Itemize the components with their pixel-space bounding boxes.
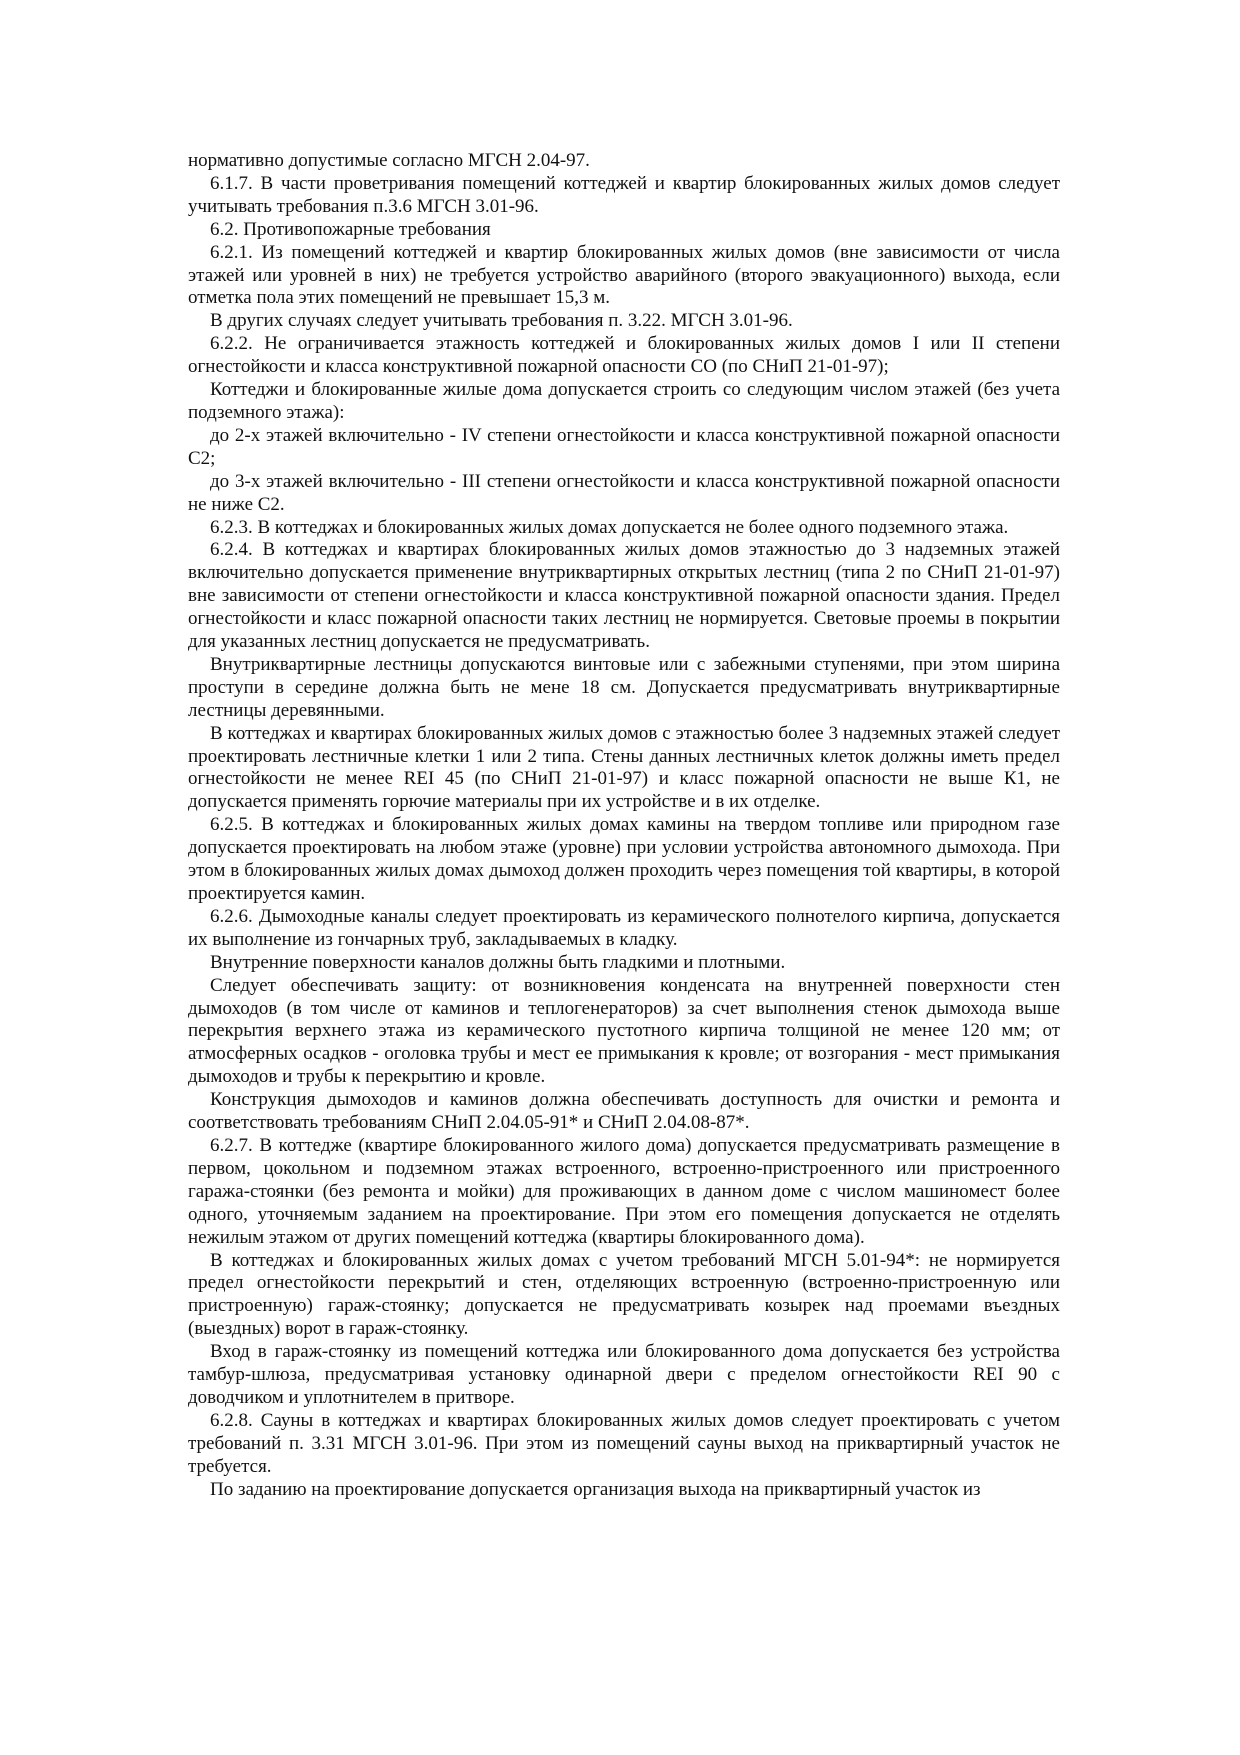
paragraph-6-2-7: 6.2.7. В коттедже (квартире блокированного жилого дома) допускается предусматривать размещение в первом, цокольном и подземном этажах встроенного, встроенно-пристроенного или пристроенного гаража-стоянки (без ремонта и мойки) для проживающих в данном доме с числом машиномест более одного, уточняемым заданием на проектирование. При этом его помещения допускается не отделять нежилым этажом от других помещений коттеджа (квартиры блокированного дома). <box>188 1134 1060 1248</box>
paragraph: Следует обеспечивать защиту: от возникновения конденсата на внутренней поверхности стен дымоходов (в том числе от каминов и теплогенераторов) за счет выполнения стенок дымохода выше перекрытия верхнего этажа из керамического пустотного кирпича толщиной не менее 120 мм; от атмосферных осадков - оголовка трубы и мест ее примыкания к кровле; от возгорания - мест примыкания дымоходов и трубы к перекрытию и кровле. <box>188 974 1060 1088</box>
paragraph: Коттеджи и блокированные жилые дома допускается строить со следующим числом этажей (без учета подземного этажа): <box>188 379 1060 423</box>
paragraph: Вход в гараж-стоянку из помещений коттеджа или блокированного дома допускается без устройства тамбур-шлюза, предусматривая установку одинарной двери с пределом огнестойкости REI 90 с доводчиком и уплотнителем в притворе. <box>188 1341 1060 1408</box>
section-heading-6-2: 6.2. Противопожарные требования <box>210 218 491 240</box>
paragraph: В других случаях следует учитывать требования п. 3.22. МГСН 3.01-96. <box>210 310 793 332</box>
paragraph-6-1-7: 6.1.7. В части проветривания помещений коттеджей и квартир блокированных жилых домов следует учитывать требования п.3.6 МГСН 3.01-96. <box>188 172 1060 217</box>
paragraph: до 2-х этажей включительно - IV степени огнестойкости и класса конструктивной пожарной опасности С2; <box>188 424 1060 469</box>
paragraph: В коттеджах и блокированных жилых домах с учетом требований МГСН 5.01-94*: не нормируется предел огнестойкости перекрытий и стен, отделяющих встроенную (встроенно-пристроенную или пристроенную) гараж-стоянку; допускается не предусматривать козырек над проемами въездных (выездных) ворот в гараж-стоянку. <box>188 1249 1060 1340</box>
paragraph-6-2-4: 6.2.4. В коттеджах и квартирах блокированных жилых домов этажностью до 3 надземных этажей включительно допускается применение внутриквартирных открытых лестниц (типа 2 по СНиП 21-01-97) вне зависимости от степени огнестойкости и класса конструктивной пожарной опасности здания. Предел огнестойкости и класс пожарной опасности таких лестниц не нормируется. Световые проемы в покрытии для указанных лестниц допускается не предусматривать. <box>188 539 1060 653</box>
document-page <box>188 150 1060 1501</box>
paragraph: В коттеджах и квартирах блокированных жилых домов с этажностью более 3 надземных этажей следует проектировать лестничные клетки 1 или 2 типа. Стены данных лестничных клеток должны иметь предел огнестойкости не менее REI 45 (по СНиП 21-01-97) и класс пожарной опасности не выше К1, не допускается применять горючие материалы при их устройстве и в их отделке. <box>188 722 1060 813</box>
paragraph-6-2-1: 6.2.1. Из помещений коттеджей и квартир блокированных жилых домов (вне зависимости от числа этажей или уровней в них) не требуется устройство аварийного (второго эвакуационного) выхода, если отметка пола этих помещений не превышает 15,3 м. <box>188 241 1060 309</box>
paragraph-6-2-8: 6.2.8. Сауны в коттеджах и квартирах блокированных жилых домов следует проектировать с учетом требований п. 3.31 МГСН 3.01-96. При этом из помещений сауны выход на приквартирный участок не требуется. <box>188 1409 1060 1477</box>
paragraph: Внутренние поверхности каналов должны быть гладкими и плотными. <box>210 951 786 973</box>
paragraph-6-2-3: 6.2.3. В коттеджах и блокированных жилых домах допускается не более одного подземного этажа. <box>210 516 1009 538</box>
paragraph-6-2-5: 6.2.5. В коттеджах и блокированных жилых домах камины на твердом топливе или природном газе допускается проектировать на любом этаже (уровне) при условии устройства автономного дымохода. При этом в блокированных жилых домах дымоход должен проходить через помещения той квартиры, в которой проектируется камин. <box>188 814 1060 904</box>
paragraph-6-2-6: 6.2.6. Дымоходные каналы следует проектировать из керамического полнотелого кирпича, допускается их выполнение из гончарных труб, закладываемых в кладку. <box>188 905 1060 950</box>
paragraph: Внутриквартирные лестницы допускаются винтовые или с забежными ступенями, при этом ширина проступи в середине должна быть не мене 18 см. Допускается предусматривать внутриквартирные лестницы деревянными. <box>188 653 1060 721</box>
paragraph: По заданию на проектирование допускается организация выхода на приквартирный участок из <box>210 1478 981 1500</box>
paragraph: до 3-х этажей включительно - III степени огнестойкости и класса конструктивной пожарной опасности не ниже С2. <box>188 470 1060 515</box>
paragraph-continuation: нормативно допустимые согласно МГСН 2.04-97. <box>188 150 590 171</box>
paragraph-6-2-2: 6.2.2. Не ограничивается этажность коттеджей и блокированных жилых домов I или II степени огнестойкости и класса конструктивной пожарной опасности СО (по СНиП 21-01-97); <box>188 333 1060 378</box>
paragraph: Конструкция дымоходов и каминов должна обеспечивать доступность для очистки и ремонта и соответствовать требованиям СНиП 2.04.05-91* и СНиП 2.04.08-87*. <box>188 1089 1060 1134</box>
